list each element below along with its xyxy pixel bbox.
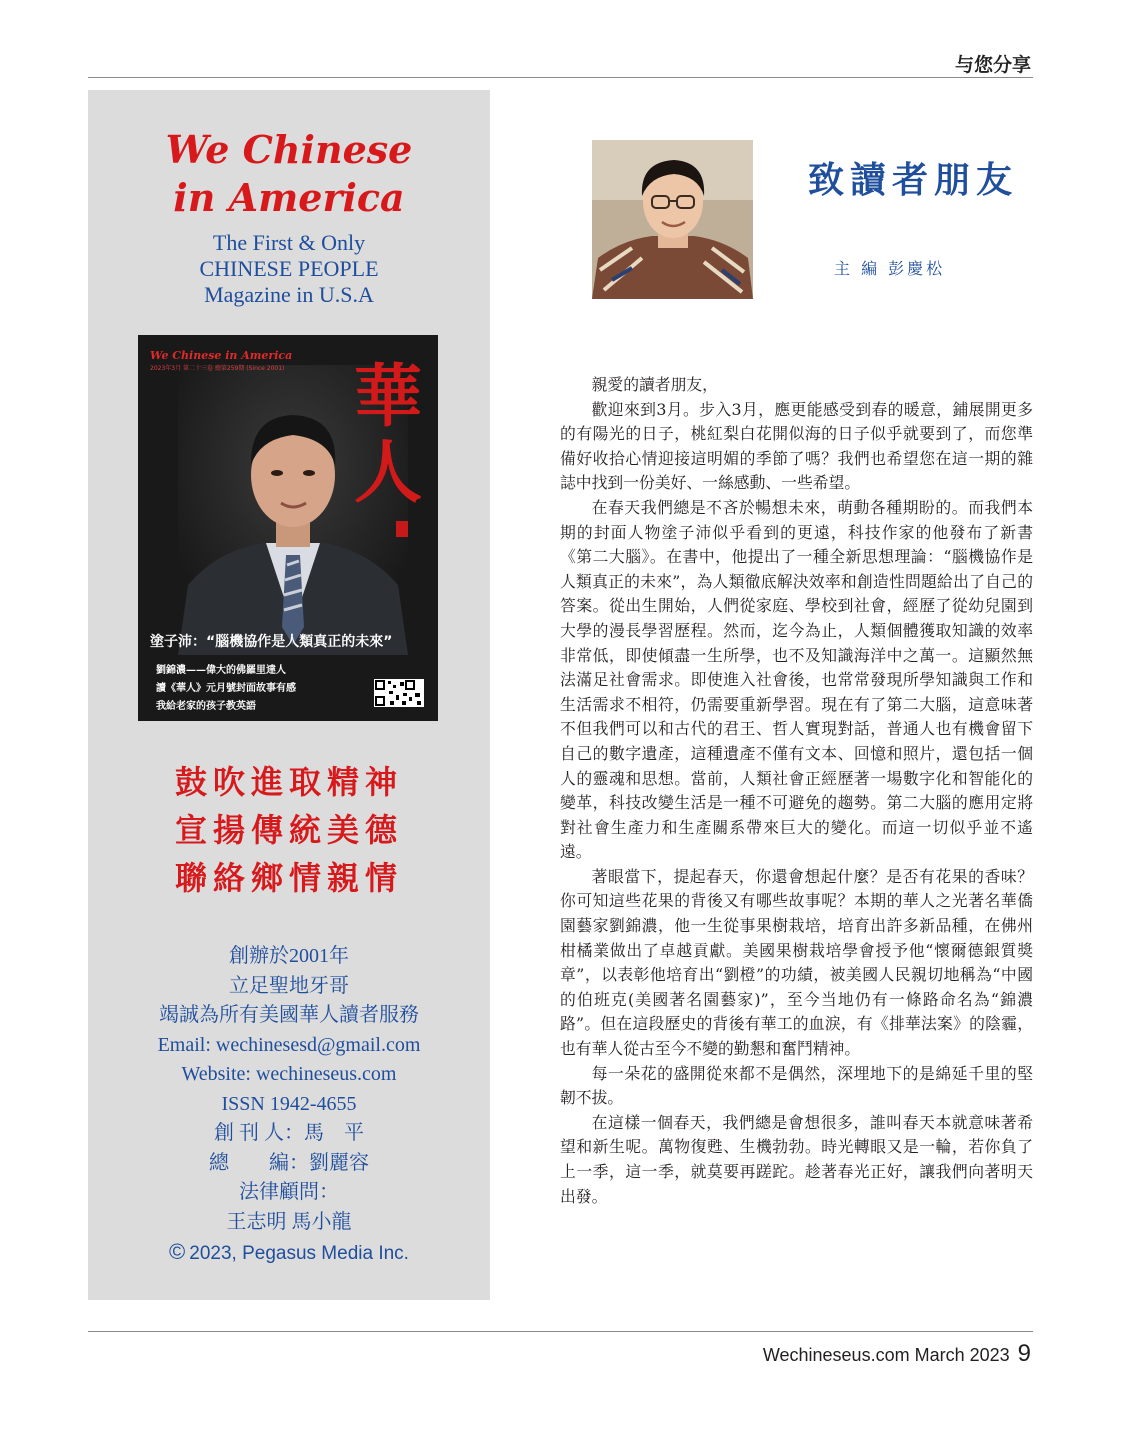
cover-brand: We Chinese in America [150, 349, 293, 362]
slogan-line: 宣揚傳統美德 [174, 811, 403, 849]
article-paragraph: 每一朵花的盛開從來都不是偶然，深埋地下的是綿延千里的堅韌不拔。 [560, 1063, 1033, 1108]
cover-story-line: 我給老家的孩子教英語 [156, 701, 256, 712]
article-paragraph: 歡迎來到3月。步入3月，應更能感受到春的暖意，鋪展開更多的有陽光的日子，桃紅梨白花開似海的日子似乎就要到了，而您準備好收拾心情迎接這明媚的季節了嗎？我們也希望您在這一期的雜誌中找到一份美好、一絲感動、一些希望。 [560, 399, 1033, 493]
page-number: 9 [1017, 1340, 1031, 1367]
legal-counsel-label: 法律顧問： [239, 1181, 339, 1203]
top-divider [88, 77, 1033, 78]
slogan-line: 聯絡鄉情親情 [174, 859, 403, 897]
cover-issue-info: 2023年3月 第二十三卷 總第259期 (Since 2001) [150, 365, 285, 372]
cover-headline: 塗子沛：“腦機協作是人類真正的未來” [150, 634, 393, 650]
founder-text: 創 刊 人：馬 平 [214, 1122, 364, 1144]
cover-hanzi-2: 人 [353, 433, 422, 513]
magazine-tagline [88, 230, 490, 308]
legal-counsel-names: 王志明 馬小龍 [226, 1210, 352, 1233]
cover-story-line: 劉錦濃——偉大的佛羅里達人 [156, 665, 286, 676]
cover-seal-icon [396, 521, 408, 537]
editor-photo [592, 140, 753, 299]
website-link[interactable]: Website: wechineseus.com [181, 1063, 397, 1085]
email-link[interactable]: Email: wechinesesd@gmail.com [157, 1033, 421, 1056]
tagline-line-1: The First & Only [212, 230, 366, 255]
copyright-notice [88, 1237, 490, 1269]
tagline-line-3: Magazine in U.S.A [204, 282, 374, 307]
chief-editor-text: 總 編：劉麗容 [209, 1151, 369, 1174]
article-title: 致讀者朋友 [808, 159, 1019, 201]
copyright-text: 2023, Pegasus Media Inc. [189, 1243, 409, 1264]
magazine-sidebar [88, 90, 490, 1300]
slogan-line: 鼓吹進取精神 [174, 763, 403, 801]
issn-text: ISSN 1942-4655 [221, 1092, 357, 1115]
article-body [560, 373, 1033, 1209]
editor-portrait [592, 140, 753, 299]
cover-hanzi-title [350, 359, 426, 511]
founded-text: 創辦於2001年 [229, 945, 349, 967]
logo-line-1: We Chinese [165, 127, 413, 172]
tagline-line-2: CHINESE PEOPLE [199, 256, 379, 281]
slogans [88, 758, 490, 902]
magazine-logo [88, 126, 490, 222]
cover-story-line: 讀《華人》元月號封面故事有感 [156, 683, 296, 694]
page-footer [763, 1340, 1031, 1368]
article-paragraph: 在這樣一個春天，我們總是會想很多，誰叫春天本就意味著希望和新生呢。萬物復甦、生機勃勃。時光轉眼又是一輪，若你負了上一季，這一季，就莫要再蹉跎。趁著春光正好，讓我們向著明天出發。 [560, 1112, 1033, 1206]
magazine-cover-image [138, 335, 438, 721]
copyright-icon: © [169, 1239, 186, 1264]
magazine-info [88, 942, 490, 1269]
section-heading: 与您分享 [954, 54, 1031, 76]
bottom-divider [88, 1331, 1033, 1332]
cover-hanzi-1: 華 [353, 357, 422, 437]
footer-text: Wechineseus.com March 2023 [762, 1345, 1010, 1365]
article-paragraph: 在春天我們總是不吝於暢想未來，萌動各種期盼的。而我們本期的封面人物塗子沛似乎看到的更遠，科技作家的他發布了新書《第二大腦》。在書中，他提出了一種全新思想理論：“腦機協作是人類真正的未來”，為人類徹底解決效率和創造性問題給出了自己的答案。從出生開始，人們從家庭、學校到社會，經歷了從幼兒園到大學的漫長學習歷程。然而，迄今為止，人類個體獲取知識的效率非常低，即使傾盡一生所學，也不及知識海洋中之萬一。這顯然無法滿足社會需求。即使進入社會後，也常常發現所學知識與工作和生活需求不相符，仍需要重新學習。現在有了第二大腦，這意味著不但我們可以和古代的君王、哲人實現對話，普通人也有機會留下自己的數字遺產，這種遺產不僅有文本、回憶和照片，還包括一個人的靈魂和思想。當前，人類社會正經歷著一場數字化和智能化的變革，科技改變生活是一種不可避免的趨勢。第二大腦的應用定將對社會生產力和生產關系帶來巨大的變化。而這一切似乎並不遙遠。 [560, 497, 1033, 862]
mission-text: 竭誠為所有美國華人讀者服務 [159, 1004, 419, 1026]
article-paragraph: 著眼當下，提起春天，你還會想起什麼？是否有花果的香味？你可知這些花果的背後又有哪些故事呢？本期的華人之光著名華僑園藝家劉錦濃，他一生從事果樹栽培，培育出許多新品種，在佛州柑橘業做出了卓越貢獻。美國果樹栽培學會授予他“懷爾德銀質獎章”，以表彰他培育出“劉橙”的功績，被美國人民親切地稱為“中國的伯班克(美國著名園藝家)”，至今当地仍有一條路命名為“錦濃路”。但在這段歷史的背後有華工的血淚，有《排華法案》的陰霾，也有華人從古至今不變的勤懇和奮鬥精神。 [560, 866, 1033, 1059]
article-paragraph: 親愛的讀者朋友， [591, 375, 718, 394]
article-byline: 主 編 彭慶松 [834, 259, 946, 278]
based-text: 立足聖地牙哥 [229, 974, 349, 997]
qr-code-icon [374, 679, 424, 707]
logo-line-2: in America [173, 175, 405, 220]
